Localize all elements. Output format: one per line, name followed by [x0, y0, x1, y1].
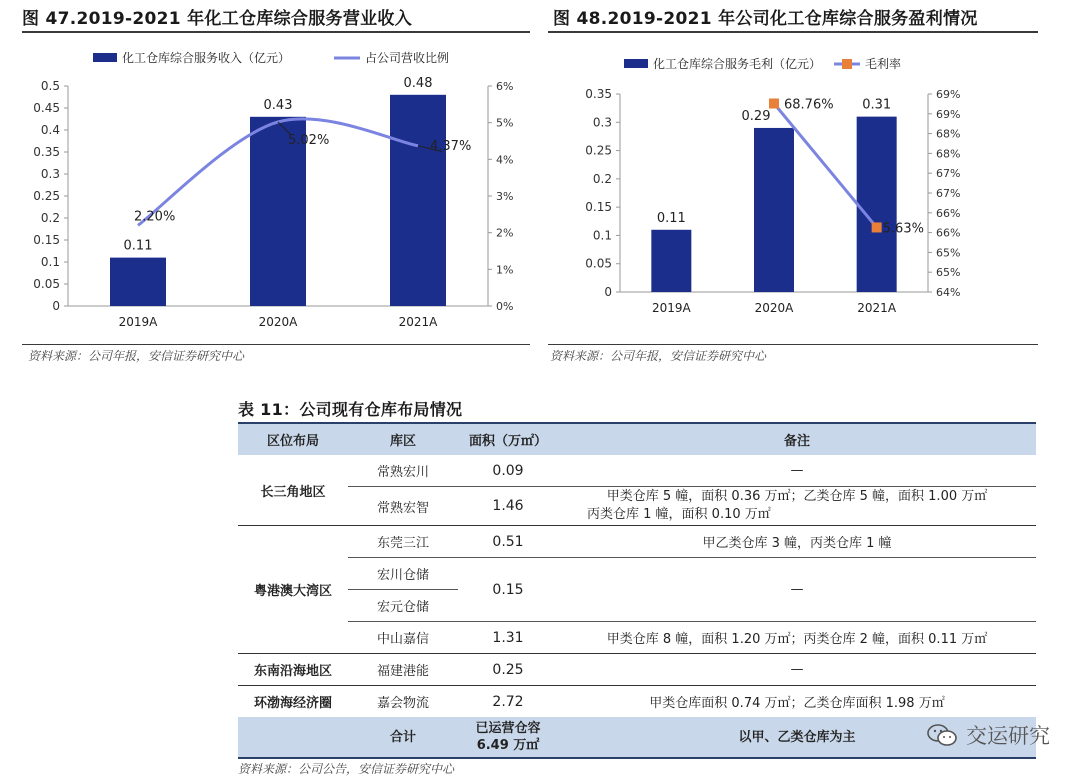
category-label: 2021A	[398, 315, 438, 329]
left-tick-label: 0.2	[40, 211, 60, 225]
left-tick-label: 0.35	[33, 145, 60, 159]
left-tick-label: 0	[604, 285, 612, 299]
zone-cell: 福建港能	[348, 654, 458, 686]
table-11-title: 表 11：公司现有仓库布局情况	[238, 400, 463, 419]
zone-cell: 宏川仓储	[348, 558, 458, 590]
note-cell: 甲类仓库面积 0.74 万㎡；乙类仓库面积 1.98 万㎡	[649, 696, 945, 711]
header-zone: 库区	[348, 423, 458, 455]
right-tick-label: 64%	[936, 286, 961, 299]
total-capacity	[458, 717, 558, 758]
legend-bar-swatch	[624, 59, 648, 68]
left-tick-label: 0.05	[33, 277, 60, 291]
line-data-label: 5.02%	[288, 132, 330, 148]
right-tick-label: 69%	[936, 88, 961, 101]
area-cell: 2.72	[492, 693, 524, 710]
right-tick-label: 66%	[936, 226, 961, 240]
right-tick-label: 4%	[496, 153, 514, 167]
table-11-source: 资料来源：公司公告，安信证券研究中心	[238, 762, 455, 776]
watermark-text: 交运研究	[966, 724, 1050, 748]
left-tick-label: 0.5	[40, 79, 60, 93]
bar-data-label: 0.48	[403, 75, 433, 91]
left-tick-label: 0.2	[592, 171, 612, 186]
figure-48-source: 资料来源：公司年报，安信证券研究中心	[550, 349, 767, 363]
left-tick-label: 0	[52, 299, 60, 313]
note-line-2: 丙类仓库 1 幢，面积 0.10 万㎡	[587, 507, 771, 522]
note-cell: 甲乙类仓库 3 幢，丙类仓库 1 幢	[558, 526, 1036, 558]
left-tick-label: 0.3	[40, 167, 60, 181]
watermark	[926, 720, 1050, 750]
table-row	[238, 455, 1036, 487]
category-label: 2021A	[857, 301, 897, 315]
bar-data-label: 0.29	[741, 108, 771, 124]
line-data-label: 2.20%	[134, 209, 176, 225]
right-tick-label: 65%	[936, 266, 961, 280]
bar	[857, 117, 897, 292]
total-label: 合计	[348, 717, 458, 758]
table-row	[238, 686, 1036, 718]
table-row	[238, 558, 1036, 590]
category-label: 2020A	[754, 301, 794, 315]
left-tick-label: 0.05	[585, 256, 612, 271]
line-data-label: 5.63%	[882, 221, 924, 237]
area-cell: 0.25	[458, 654, 558, 686]
line-data-label: 4.37%	[430, 138, 472, 154]
left-tick-label: 0.15	[585, 200, 612, 215]
right-tick-label: 69%	[936, 107, 961, 121]
line-point-marker	[769, 99, 779, 109]
zone-cell: 常熟宏川	[348, 455, 458, 487]
figure-48-title: 图 48.2019-2021 年公司化工仓库综合服务盈利情况	[553, 9, 978, 29]
left-tick-label: 0.45	[33, 101, 60, 115]
table-total-row	[238, 717, 1036, 758]
note-cell: 甲类仓库 8 幢，面积 1.20 万㎡；丙类仓库 2 幢，面积 0.11 万㎡	[558, 622, 1036, 654]
figure-47-bottom-rule	[22, 344, 530, 345]
table-row	[238, 526, 1036, 558]
total-spacer	[238, 717, 348, 758]
category-label: 2020A	[258, 315, 298, 329]
note-cell: —	[558, 558, 1036, 622]
left-tick-label: 0.1	[40, 255, 60, 269]
warehouse-table	[238, 422, 1036, 759]
area-cell: 1.46	[458, 487, 558, 526]
bar	[651, 230, 691, 292]
note-cell	[558, 487, 1036, 526]
legend-bar-swatch	[93, 53, 117, 62]
left-tick-label: 0.15	[33, 233, 60, 247]
area-cell: 0.15	[458, 558, 558, 622]
note-cell: —	[558, 455, 1036, 487]
figure-48-top-rule	[548, 31, 1038, 33]
header-region: 区位布局	[238, 423, 348, 455]
left-tick-label: 0.3	[592, 115, 612, 130]
figure-47-top-rule	[22, 31, 530, 33]
right-tick-label: 5%	[496, 116, 514, 130]
zone-cell: 东莞三江	[348, 526, 458, 558]
table-row	[238, 654, 1036, 686]
left-tick-label: 0.4	[40, 123, 60, 137]
zone-cell: 常熟宏智	[348, 487, 458, 526]
total-capacity-line-2: 6.49 万㎡	[476, 738, 540, 753]
right-tick-label: 1%	[496, 263, 514, 277]
area-cell: 0.09	[458, 455, 558, 487]
table-header-row	[238, 423, 1036, 455]
figure-48-bottom-rule	[548, 344, 1038, 345]
table-row	[238, 622, 1036, 654]
gross-profit-chart	[548, 38, 1048, 343]
area-cell: 1.31	[458, 622, 558, 654]
right-tick-label: 0%	[496, 300, 514, 313]
right-tick-label: 67%	[936, 167, 961, 181]
note-line-1: 甲类仓库 5 幢，面积 0.36 万㎡；乙类仓库 5 幢，面积 1.00 万㎡	[606, 489, 988, 504]
header-note: 备注	[558, 423, 1036, 455]
note-cell: —	[558, 654, 1036, 686]
zone-cell: 宏元仓储	[348, 590, 458, 622]
right-tick-label: 67%	[936, 187, 961, 200]
legend-line-label: 毛利率	[865, 57, 902, 71]
bar-data-label: 0.11	[656, 210, 686, 226]
figure-47-title: 图 47.2019-2021 年化工仓库综合服务营业收入	[22, 9, 413, 29]
right-tick-label: 68%	[936, 127, 961, 141]
zone-cell: 中山嘉信	[348, 622, 458, 654]
region-cell: 长三角地区	[238, 455, 348, 526]
right-tick-label: 2%	[496, 226, 514, 240]
bar-data-label: 0.43	[263, 97, 293, 113]
right-tick-label: 66%	[936, 206, 961, 220]
left-tick-label: 0.25	[585, 143, 612, 158]
legend-bar-label: 化工仓库综合服务毛利（亿元）	[653, 57, 822, 71]
figure-47-source: 资料来源：公司年报，安信证券研究中心	[28, 349, 245, 363]
legend-line-marker	[842, 59, 852, 69]
left-tick-label: 0.35	[585, 87, 612, 101]
line-point-marker	[872, 222, 882, 232]
right-tick-label: 68%	[936, 147, 961, 161]
left-tick-label: 0.25	[33, 189, 60, 203]
bar-data-label: 0.11	[123, 238, 153, 254]
category-label: 2019A	[118, 315, 158, 329]
zone-cell: 嘉会物流	[376, 696, 429, 711]
region-cell: 环渤海经济圈	[253, 696, 332, 711]
legend-line-label: 占公司营收比例	[365, 51, 450, 65]
right-tick-label: 3%	[496, 190, 514, 203]
left-tick-label: 0.1	[592, 228, 612, 243]
region-cell: 东南沿海地区	[238, 654, 348, 686]
bar	[754, 128, 794, 292]
line-data-label: 68.76%	[784, 97, 834, 113]
total-note: 以甲、乙类仓库为主	[558, 717, 1036, 758]
area-cell: 0.51	[458, 526, 558, 558]
bar	[110, 258, 166, 306]
revenue-chart	[18, 38, 538, 343]
total-capacity-line-1: 已运营仓容	[475, 721, 541, 736]
bar-data-label: 0.31	[862, 97, 892, 113]
wechat-icon	[926, 722, 958, 748]
right-tick-label: 6%	[496, 80, 514, 93]
table-row	[238, 487, 1036, 526]
right-tick-label: 65%	[936, 246, 961, 260]
header-area: 面积（万㎡）	[458, 423, 558, 455]
region-cell: 粤港澳大湾区	[238, 526, 348, 654]
legend-bar-label: 化工仓库综合服务收入（亿元）	[122, 51, 291, 65]
category-label: 2019A	[651, 301, 691, 315]
bar	[390, 95, 446, 306]
